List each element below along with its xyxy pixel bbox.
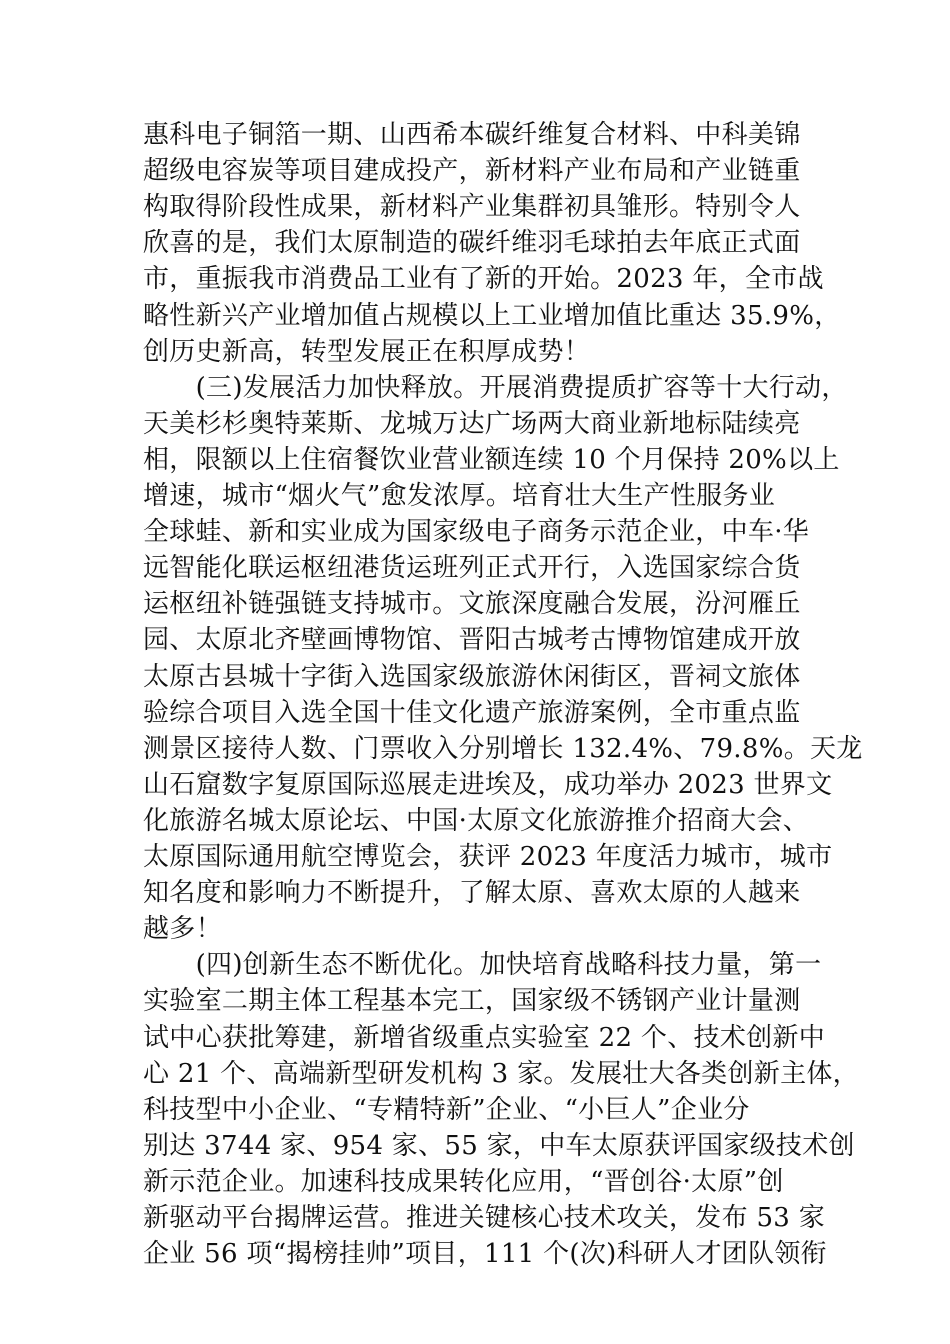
text-line: 试中心获批筹建，新增省级重点实验室 22 个、技术创新中	[143, 1023, 826, 1053]
text-line: 别达 3744 家、954 家、55 家，中车太原获评国家级技术创	[143, 1131, 855, 1161]
text-line: 略性新兴产业增加值占规模以上工业增加值比重达 35.9%，	[143, 301, 841, 331]
text-line: 远智能化联运枢纽港货运班列正式开行，入选国家综合货	[143, 553, 801, 583]
text-line: 山石窟数字复原国际巡展走进埃及，成功举办 2023 世界文	[143, 770, 833, 800]
text-line: 测景区接待人数、门票收入分别增长 132.4%、79.8%。天龙	[143, 734, 863, 764]
text-line: 化旅游名城太原论坛、中国·太原文化旅游推介招商大会、	[143, 806, 810, 836]
text-line: 超级电容炭等项目建成投产，新材料产业布局和产业链重	[143, 156, 801, 186]
text-line: 企业 56 项“揭榜挂帅”项目，111 个(次)科研人才团队领衔	[143, 1239, 827, 1269]
text-line: 知名度和影响力不断提升，了解太原、喜欢太原的人越来	[143, 878, 801, 908]
text-line: 验综合项目入选全国十佳文化遗产旅游案例，全市重点监	[143, 698, 801, 728]
text-line: 科技型中小企业、“专精特新”企业、“小巨人”企业分	[143, 1095, 750, 1125]
text-line: 新驱动平台揭牌运营。推进关键核心技术攻关，发布 53 家	[143, 1203, 826, 1233]
text-line: 园、太原北齐壁画博物馆、晋阳古城考古博物馆建成开放	[143, 625, 801, 655]
text-line: 天美杉杉奥特莱斯、龙城万达广场两大商业新地标陆续亮	[143, 409, 801, 439]
text-line: 全球蛙、新和实业成为国家级电子商务示范企业，中车·华	[143, 517, 810, 547]
section-heading-line: (四)创新生态不断优化。加快培育战略科技力量，第一	[143, 950, 822, 980]
text-line: 欣喜的是，我们太原制造的碳纤维羽毛球拍去年底正式面	[143, 228, 801, 258]
text-line: 心 21 个、高端新型研发机构 3 家。发展壮大各类创新主体，	[143, 1059, 859, 1089]
text-line: 市，重振我市消费品工业有了新的开始。2023 年，全市战	[143, 264, 824, 294]
text-line: 相，限额以上住宿餐饮业营业额连续 10 个月保持 20%以上	[143, 445, 840, 475]
text-line: 新示范企业。加速科技成果转化应用，“晋创谷·太原”创	[143, 1167, 784, 1197]
text-line: 构取得阶段性成果，新材料产业集群初具雏形。特别令人	[143, 192, 801, 222]
text-line: 越多！	[143, 914, 222, 944]
section-heading-line: (三)发展活力加快释放。开展消费提质扩容等十大行动，	[143, 373, 848, 403]
text-line: 太原国际通用航空博览会，获评 2023 年度活力城市，城市	[143, 842, 833, 872]
text-line: 实验室二期主体工程基本完工，国家级不锈钢产业计量测	[143, 986, 801, 1016]
text-line: 增速，城市“烟火气”愈发浓厚。培育壮大生产性服务业	[143, 481, 776, 511]
text-line: 运枢纽补链强链支持城市。文旅深度融合发展，汾河雁丘	[143, 589, 801, 619]
text-line: 惠科电子铜箔一期、山西希本碳纤维复合材料、中科美锦	[143, 120, 801, 150]
text-line: 创历史新高，转型发展正在积厚成势！	[143, 337, 591, 367]
text-line: 太原古县城十字街入选国家级旅游休闲街区，晋祠文旅体	[143, 662, 801, 692]
